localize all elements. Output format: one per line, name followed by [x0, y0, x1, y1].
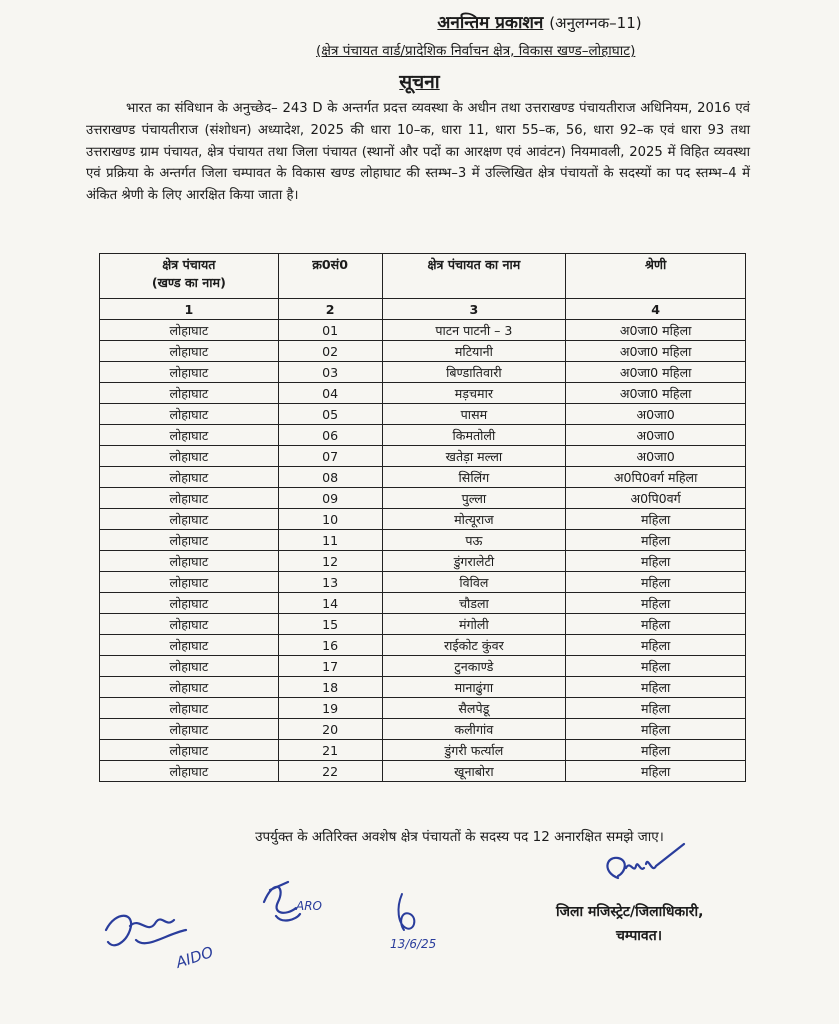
cell-panchayat-name: मोत्यूराज [382, 509, 566, 530]
cell-block: लोहाघाट [100, 635, 279, 656]
table-row [100, 677, 746, 698]
cell-category: महिला [566, 656, 746, 677]
cell-serial: 07 [278, 446, 382, 467]
notice-heading: सूचना [399, 71, 440, 93]
table-row [100, 656, 746, 677]
cell-category: महिला [566, 614, 746, 635]
cell-block: लोहाघाट [100, 740, 279, 761]
cell-serial: 16 [278, 635, 382, 656]
column-header-panchayat-name-label: क्षेत्र पंचायत का नाम [427, 257, 521, 272]
table-row [100, 488, 746, 509]
aido-signature [96, 890, 256, 980]
cell-panchayat-name: मंगोली [382, 614, 566, 635]
cell-panchayat-name: सैलपेडू [382, 698, 566, 719]
date-label: 13/6/25 [390, 937, 437, 951]
table-row [100, 530, 746, 551]
cell-block: लोहाघाट [100, 656, 279, 677]
cell-category: महिला [566, 677, 746, 698]
cell-category: महिला [566, 761, 746, 782]
aro-label: ARO [296, 899, 322, 913]
cell-serial: 15 [278, 614, 382, 635]
cell-category: अ0जा0 महिला [566, 362, 746, 383]
footer-note: उपर्युक्त के अतिरिक्त अवशेष क्षेत्र पंचायतों के सदस्य पद 12 अनारक्षित समझे जाए। [255, 829, 664, 845]
table-row [100, 425, 746, 446]
cell-block: लोहाघाट [100, 572, 279, 593]
cell-category: अ0जा0 महिला [566, 383, 746, 404]
table-header [100, 254, 746, 299]
table-body [100, 299, 746, 782]
cell-block: लोहाघाट [100, 509, 279, 530]
table-row [100, 509, 746, 530]
cell-block: लोहाघाट [100, 719, 279, 740]
column-number: 1 [100, 299, 279, 320]
cell-panchayat-name: विविल [382, 572, 566, 593]
cell-panchayat-name: पुल्ला [382, 488, 566, 509]
cell-block: लोहाघाट [100, 467, 279, 488]
cell-category: महिला [566, 530, 746, 551]
cell-serial: 04 [278, 383, 382, 404]
cell-panchayat-name: पऊ [382, 530, 566, 551]
cell-panchayat-name: कलीगांव [382, 719, 566, 740]
cell-block: लोहाघाट [100, 593, 279, 614]
cell-serial: 20 [278, 719, 382, 740]
column-header-category [566, 254, 746, 299]
cell-panchayat-name: खूनाबोरा [382, 761, 566, 782]
table-row [100, 446, 746, 467]
cell-block: लोहाघाट [100, 425, 279, 446]
cell-serial: 06 [278, 425, 382, 446]
cell-category: अ0जा0 [566, 446, 746, 467]
cell-category: महिला [566, 635, 746, 656]
cell-panchayat-name: किमतोली [382, 425, 566, 446]
cell-panchayat-name: डुंगरी फर्त्याल [382, 740, 566, 761]
cell-category: महिला [566, 719, 746, 740]
cell-serial: 01 [278, 320, 382, 341]
reservation-table [99, 253, 746, 782]
cell-panchayat-name: डुंगरालेटी [382, 551, 566, 572]
cell-category: अ0जा0 महिला [566, 320, 746, 341]
column-number-row [100, 299, 746, 320]
cell-category: महिला [566, 740, 746, 761]
cell-category: अ0जा0 [566, 425, 746, 446]
column-header-category-label: श्रेणी [644, 257, 667, 272]
cell-panchayat-name: पासम [382, 404, 566, 425]
cell-serial: 17 [278, 656, 382, 677]
cell-block: लोहाघाट [100, 341, 279, 362]
cell-serial: 19 [278, 698, 382, 719]
aido-label: AIDO [173, 942, 216, 972]
cell-category: अ0जा0 महिला [566, 341, 746, 362]
cell-serial: 10 [278, 509, 382, 530]
column-header-block-line1: क्षेत्र पंचायत [162, 257, 216, 272]
title-annex: (अनुलग्नक–11) [549, 14, 642, 32]
cell-block: लोहाघाट [100, 530, 279, 551]
cell-serial: 02 [278, 341, 382, 362]
column-header-block-line2: (खण्ड का नाम) [151, 275, 226, 290]
date-signature [388, 888, 478, 958]
cell-block: लोहाघाट [100, 761, 279, 782]
cell-category: अ0जा0 [566, 404, 746, 425]
column-number: 4 [566, 299, 746, 320]
cell-block: लोहाघाट [100, 614, 279, 635]
cell-serial: 12 [278, 551, 382, 572]
cell-serial: 13 [278, 572, 382, 593]
cell-panchayat-name: राईकोट कुंवर [382, 635, 566, 656]
header-subtitle: (क्षेत्र पंचायत वार्ड/प्रादेशिक निर्वाचन क्षेत्र, विकास खण्ड–लोहाघाट) [316, 43, 636, 59]
table-row [100, 383, 746, 404]
cell-block: लोहाघाट [100, 383, 279, 404]
cell-block: लोहाघाट [100, 446, 279, 467]
signature-block [556, 900, 816, 948]
table-row [100, 572, 746, 593]
table-row [100, 698, 746, 719]
cell-category: महिला [566, 551, 746, 572]
magistrate-designation: जिला मजिस्ट्रेट/जिलाधिकारी, [556, 904, 704, 920]
signature-place: चम्पावत। [616, 928, 663, 944]
table-row [100, 761, 746, 782]
table-row [100, 635, 746, 656]
cell-serial: 18 [278, 677, 382, 698]
cell-block: लोहाघाट [100, 488, 279, 509]
table-row [100, 593, 746, 614]
cell-category: महिला [566, 593, 746, 614]
column-header-serial-label: क्र0सं0 [312, 257, 348, 272]
cell-panchayat-name: टुनकाण्डे [382, 656, 566, 677]
table-row [100, 467, 746, 488]
cell-block: लोहाघाट [100, 362, 279, 383]
column-number: 3 [382, 299, 566, 320]
cell-block: लोहाघाट [100, 551, 279, 572]
cell-category: महिला [566, 698, 746, 719]
table-row [100, 719, 746, 740]
header-title [0, 10, 839, 33]
table-row [100, 320, 746, 341]
cell-panchayat-name: मड़चमार [382, 383, 566, 404]
table-row [100, 341, 746, 362]
table-row [100, 740, 746, 761]
cell-serial: 05 [278, 404, 382, 425]
cell-serial: 22 [278, 761, 382, 782]
cell-serial: 21 [278, 740, 382, 761]
column-header-serial [278, 254, 382, 299]
cell-category: अ0पि0वर्ग महिला [566, 467, 746, 488]
table-row [100, 404, 746, 425]
cell-panchayat-name: सिलिंग [382, 467, 566, 488]
cell-block: लोहाघाट [100, 404, 279, 425]
cell-serial: 09 [278, 488, 382, 509]
cell-category: महिला [566, 509, 746, 530]
cell-block: लोहाघाट [100, 320, 279, 341]
aro-signature [256, 872, 356, 932]
magistrate-signature [600, 838, 700, 893]
cell-block: लोहाघाट [100, 677, 279, 698]
cell-panchayat-name: मानाढुंगा [382, 677, 566, 698]
cell-serial: 14 [278, 593, 382, 614]
column-number: 2 [278, 299, 382, 320]
cell-serial: 08 [278, 467, 382, 488]
cell-category: अ0पि0वर्ग [566, 488, 746, 509]
table-row [100, 362, 746, 383]
cell-serial: 11 [278, 530, 382, 551]
title-main: अनन्तिम प्रकाशन [437, 13, 544, 33]
cell-panchayat-name: चौडला [382, 593, 566, 614]
cell-panchayat-name: मटियानी [382, 341, 566, 362]
column-header-panchayat-name [382, 254, 566, 299]
table-row [100, 551, 746, 572]
column-header-block [100, 254, 279, 299]
cell-panchayat-name: बिण्डातिवारी [382, 362, 566, 383]
cell-block: लोहाघाट [100, 698, 279, 719]
cell-panchayat-name: पाटन पाटनी – 3 [382, 320, 566, 341]
cell-panchayat-name: खतेड़ा मल्ला [382, 446, 566, 467]
cell-category: महिला [566, 572, 746, 593]
table-row [100, 614, 746, 635]
cell-serial: 03 [278, 362, 382, 383]
notice-paragraph: भारत का संविधान के अनुच्छेद– 243 D के अन्तर्गत प्रदत्त व्यवस्था के अधीन तथा उत्तराखण्ड पंचायतीराज अधिनियम, 2016 एवं उत्तराखण्ड पंचायतीराज (संशोधन) अध्यादेश, 2025 की धारा 10–क, धारा 11, धारा 55–क, 56, धारा 92–क एवं धारा 93 तथा उत्तराखण्ड ग्राम पंचायत, क्षेत्र पंचायत तथा जिला पंचायत (स्थानों और पदों का आरक्षण एवं आवंटन) नियमावली, 2025 में विहित व्यवस्था एवं प्रक्रिया के अन्तर्गत जिला चम्पावत के विकास खण्ड लोहाघाट की स्तम्भ–3 में उल्लिखित क्षेत्र पंचायतों के सदस्यों का पद स्तम्भ–4 में अंकित श्रेणी के लिए आरक्षित किया जाता है। [86, 101, 750, 204]
